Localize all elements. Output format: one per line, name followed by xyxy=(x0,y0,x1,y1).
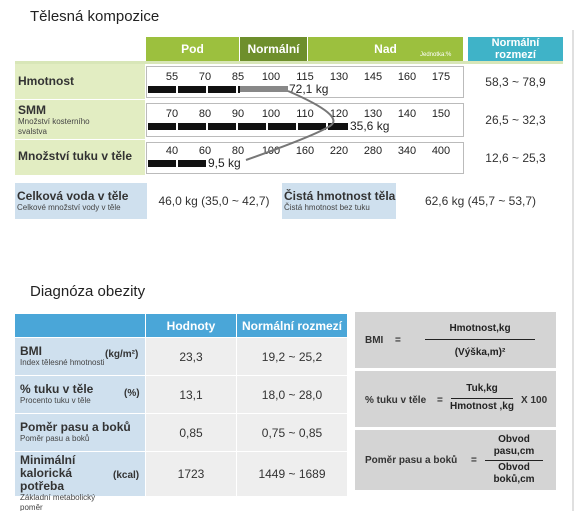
water-sub: Celkové množství vody v těle xyxy=(17,203,121,212)
obesity-header-blank xyxy=(15,314,145,337)
row-fat-label xyxy=(15,140,145,175)
obesity-header-range: Normální rozmezí xyxy=(237,314,347,337)
right-edge-divider xyxy=(572,30,574,511)
tick: 85 xyxy=(231,71,245,83)
header-unit: Jednotka:% xyxy=(420,52,452,58)
formula-whr-box xyxy=(355,430,556,490)
tick: 400 xyxy=(431,145,451,157)
tick: 280 xyxy=(363,145,383,157)
kcal-value: 1723 xyxy=(146,452,236,496)
weight-value: 72,1 kg xyxy=(289,82,329,96)
formula-bmi-name: BMI xyxy=(365,335,384,346)
tick: 140 xyxy=(397,108,417,120)
row-smm-sub: Množství kosterního svalstva xyxy=(18,117,90,136)
formula-whr-name: Poměr pasu a boků xyxy=(365,455,458,466)
tick: 160 xyxy=(397,71,417,83)
formula-fat-num: Tuk,kg xyxy=(466,383,498,394)
formula-whr-num: Obvod pasu,cm xyxy=(493,434,535,457)
lean-label-text: Čistá hmotnost těla xyxy=(284,189,396,203)
tick: 100 xyxy=(261,108,281,120)
bmi-value: 23,3 xyxy=(146,338,236,375)
smm-value: 35,6 kg xyxy=(350,119,390,133)
tick: 60 xyxy=(198,145,212,157)
formula-bmi-num: Hmotnost,kg xyxy=(449,323,511,334)
obesity-header-values: Hodnoty xyxy=(146,314,236,337)
formula-bmi-den: (Výška,m)² xyxy=(454,347,506,358)
tick: 70 xyxy=(198,71,212,83)
fat-pct-sub: Procento tuku v těle xyxy=(20,396,91,405)
weight-range: 58,3 ~ 78,9 xyxy=(485,74,546,89)
formula-whr-den: Obvod boků,cm xyxy=(493,462,535,485)
formula-fat-bar xyxy=(451,398,513,399)
header-under: Pod xyxy=(146,37,239,61)
formula-whr-eq: = xyxy=(471,455,477,466)
kcal-label-text: Minimální kalorická potřeba xyxy=(20,453,76,493)
tick: 110 xyxy=(296,108,314,120)
tick: 100 xyxy=(261,145,281,157)
whr-label xyxy=(15,414,145,451)
tick: 130 xyxy=(363,108,383,120)
tick: 80 xyxy=(231,145,245,157)
tick: 100 xyxy=(261,71,281,83)
formula-fat-den: Hmotnost ,kg xyxy=(450,401,514,412)
fat-pct-label-text: % tuku v těle xyxy=(20,382,94,396)
smm-range: 26,5 ~ 32,3 xyxy=(485,112,546,127)
kcal-range: 1449 ~ 1689 xyxy=(237,452,347,496)
row-weight-label-text: Hmotnost xyxy=(18,74,74,88)
fat-pct-unit: (%) xyxy=(124,388,140,399)
fat-pct-range: 18,0 ~ 28,0 xyxy=(237,376,347,413)
formula-whr-bar xyxy=(485,460,543,461)
bmi-range: 19,2 ~ 25,2 xyxy=(237,338,347,375)
row-weight-label xyxy=(15,64,145,99)
fat-pct-value: 13,1 xyxy=(146,376,236,413)
fat-value: 9,5 kg xyxy=(208,156,241,170)
formula-fat-box xyxy=(355,371,556,427)
formula-bmi-box xyxy=(355,312,556,368)
tick: 220 xyxy=(329,145,349,157)
kcal-unit: (kcal) xyxy=(113,470,140,481)
row-smm-label xyxy=(15,100,145,139)
water-label-text: Celková voda v těle xyxy=(17,189,129,203)
header-over: Nad xyxy=(308,37,463,61)
lean-label xyxy=(282,183,396,219)
formula-bmi-bar xyxy=(425,339,535,340)
tick: 340 xyxy=(397,145,417,157)
lean-sub: Čistá hmotnost bez tuku xyxy=(284,203,370,212)
formula-fat-eq: = xyxy=(437,395,443,406)
trend-line xyxy=(146,64,466,176)
formula-fat-name: % tuku v těle xyxy=(365,395,427,406)
formula-fat-mult: X 100 xyxy=(521,395,548,406)
tick: 115 xyxy=(296,71,314,83)
tick: 175 xyxy=(431,71,451,83)
water-value: 46,0 kg (35,0 ~ 42,7) xyxy=(158,194,270,208)
tick: 80 xyxy=(198,108,212,120)
row-smm-label-text: SMM xyxy=(18,103,46,117)
tick: 130 xyxy=(329,71,349,83)
whr-label-text: Poměr pasu a boků xyxy=(20,420,131,434)
bmi-unit: (kg/m²) xyxy=(105,349,139,360)
obesity-title: Diagnóza obezity xyxy=(30,283,146,300)
whr-value: 0,85 xyxy=(146,414,236,451)
header-normal-range: Normální rozmezí xyxy=(468,37,563,61)
kcal-sub: Základní metabolický poměr xyxy=(20,493,96,511)
whr-range: 0,75 ~ 0,85 xyxy=(237,414,347,451)
formula-bmi-eq: = xyxy=(395,335,401,346)
fat-range: 12,6 ~ 25,3 xyxy=(485,150,546,165)
tick: 145 xyxy=(363,71,383,83)
body-composition-title: Tělesná kompozice xyxy=(30,8,160,25)
water-label xyxy=(15,183,147,219)
whr-sub: Poměr pasu a boků xyxy=(20,434,90,443)
tick: 55 xyxy=(165,71,179,83)
row-fat-label-text: Množství tuku v těle xyxy=(18,149,133,163)
tick: 160 xyxy=(295,145,315,157)
tick: 90 xyxy=(231,108,245,120)
tick: 120 xyxy=(329,108,349,120)
tick: 150 xyxy=(431,108,451,120)
header-blank xyxy=(15,37,145,61)
tick: 40 xyxy=(165,145,179,157)
bmi-label-text: BMI xyxy=(20,344,42,358)
bmi-sub: Index tělesné hmotnosti xyxy=(20,358,105,367)
lean-value: 62,6 kg (45,7 ~ 53,7) xyxy=(424,194,537,208)
tick: 70 xyxy=(165,108,179,120)
header-normal: Normální xyxy=(240,37,307,61)
